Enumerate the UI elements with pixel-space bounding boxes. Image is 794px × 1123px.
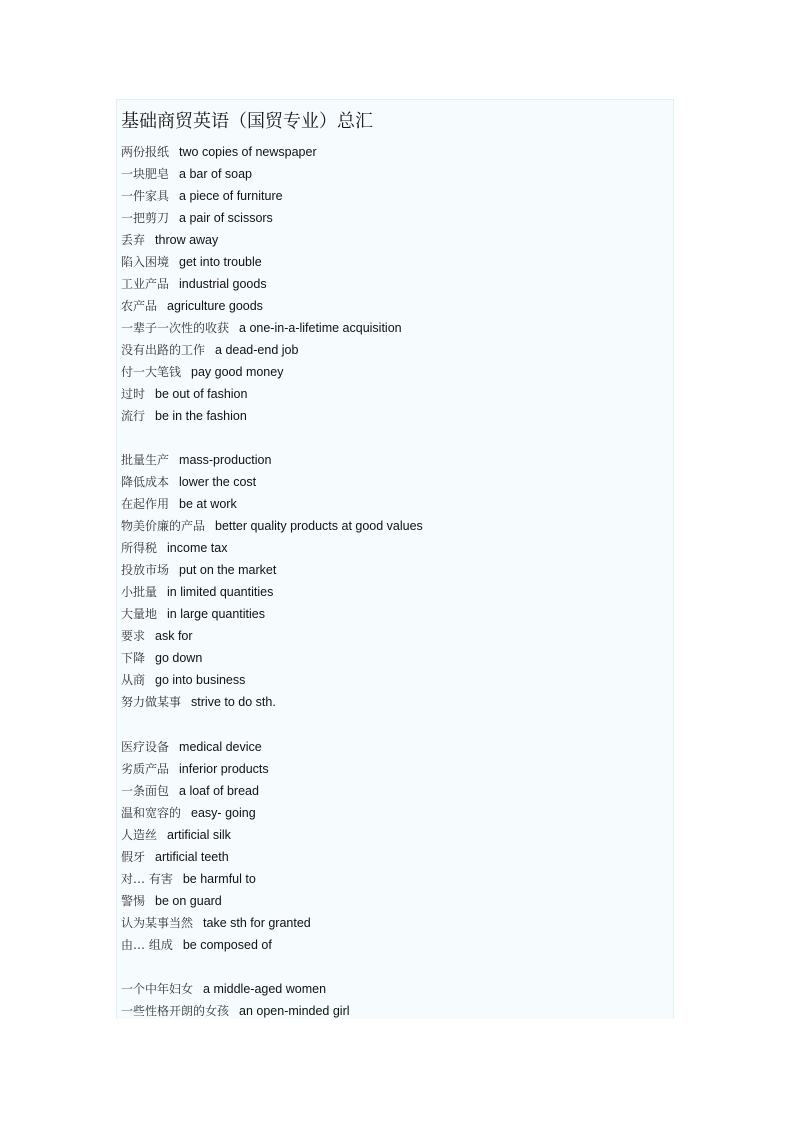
chinese-term: 医疗设备 — [121, 740, 170, 754]
english-term: in limited quantities — [167, 585, 274, 599]
english-term: better quality products at good values — [215, 519, 423, 533]
vocabulary-entry — [121, 736, 311, 758]
vocabulary-entry — [121, 912, 311, 934]
english-term: easy- going — [191, 806, 256, 820]
vocabulary-entry — [121, 251, 402, 273]
english-term: be harmful to — [182, 872, 256, 886]
vocabulary-entry — [121, 846, 311, 868]
chinese-term: 没有出路的工作 — [121, 343, 206, 357]
vocabulary-entry — [121, 890, 311, 912]
chinese-term: 认为某事当然 — [121, 916, 194, 930]
chinese-term: 温和宽容的 — [121, 806, 182, 820]
chinese-term: 人造丝 — [121, 828, 158, 842]
chinese-term: 大量地 — [121, 607, 158, 621]
english-term: inferior products — [179, 762, 269, 776]
english-term: pay good money — [191, 365, 284, 379]
chinese-term: 一些性格开朗的女孩 — [121, 1004, 230, 1018]
vocabulary-entry — [121, 978, 350, 1000]
vocabulary-entry — [121, 559, 423, 581]
vocabulary-entry — [121, 537, 423, 559]
vocabulary-entry — [121, 471, 423, 493]
chinese-term: 一把剪刀 — [121, 211, 170, 225]
vocabulary-entry — [121, 405, 402, 427]
english-term: ask for — [155, 629, 193, 643]
vocabulary-entry — [121, 669, 423, 691]
vocabulary-entry — [121, 515, 423, 537]
vocabulary-entry — [121, 824, 311, 846]
vocabulary-entry — [121, 295, 402, 317]
english-term: agriculture goods — [167, 299, 263, 313]
english-term: a dead-end job — [215, 343, 299, 357]
chinese-term: 一件家具 — [121, 189, 170, 203]
vocabulary-entry — [121, 647, 423, 669]
chinese-term: 流行 — [121, 409, 146, 423]
vocabulary-entry — [121, 207, 402, 229]
vocabulary-entry — [121, 934, 311, 956]
chinese-term: 降低成本 — [121, 475, 170, 489]
chinese-term: 投放市场 — [121, 563, 170, 577]
english-term: a bar of soap — [179, 167, 252, 181]
vocabulary-entry — [121, 229, 402, 251]
vocabulary-entry — [121, 802, 311, 824]
chinese-term: 一辈子一次性的收获 — [121, 321, 230, 335]
english-term: be out of fashion — [155, 387, 248, 401]
english-term: a pair of scissors — [179, 211, 273, 225]
chinese-term: 过时 — [121, 387, 146, 401]
chinese-term: 劣质产品 — [121, 762, 170, 776]
vocabulary-entry — [121, 273, 402, 295]
english-term: be composed of — [182, 938, 272, 952]
english-term: put on the market — [179, 563, 277, 577]
chinese-term: 所得税 — [121, 541, 158, 555]
chinese-term: 陷入困境 — [121, 255, 170, 269]
vocabulary-group-1 — [121, 141, 402, 427]
vocabulary-group-3 — [121, 736, 311, 956]
chinese-term: 对… 有害 — [121, 872, 173, 886]
chinese-term: 物美价廉的产品 — [121, 519, 206, 533]
chinese-term: 付一大笔钱 — [121, 365, 182, 379]
english-term: be at work — [179, 497, 237, 511]
vocabulary-entry — [121, 780, 311, 802]
vocabulary-group-2 — [121, 449, 423, 713]
vocabulary-entry — [121, 317, 402, 339]
vocabulary-entry — [121, 141, 402, 163]
english-term: industrial goods — [179, 277, 267, 291]
english-term: be on guard — [155, 894, 222, 908]
vocabulary-entry — [121, 603, 423, 625]
chinese-term: 批量生产 — [121, 453, 170, 467]
vocabulary-entry — [121, 339, 402, 361]
english-term: income tax — [167, 541, 228, 555]
english-term: a piece of furniture — [179, 189, 283, 203]
document-panel — [116, 99, 674, 1019]
english-term: mass-production — [179, 453, 272, 467]
english-term: throw away — [155, 233, 219, 247]
vocabulary-entry — [121, 449, 423, 471]
chinese-term: 一块肥皂 — [121, 167, 170, 181]
chinese-term: 工业产品 — [121, 277, 170, 291]
chinese-term: 假牙 — [121, 850, 146, 864]
english-term: get into trouble — [179, 255, 262, 269]
chinese-term: 在起作用 — [121, 497, 170, 511]
english-term: in large quantities — [167, 607, 266, 621]
chinese-term: 下降 — [121, 651, 146, 665]
english-term: artificial teeth — [155, 850, 229, 864]
english-term: a middle-aged women — [203, 982, 327, 996]
vocabulary-entry — [121, 581, 423, 603]
chinese-term: 一个中年妇女 — [121, 982, 194, 996]
vocabulary-entry — [121, 383, 402, 405]
vocabulary-entry — [121, 185, 402, 207]
english-term: two copies of newspaper — [179, 145, 317, 159]
english-term: a loaf of bread — [179, 784, 259, 798]
english-term: go down — [155, 651, 203, 665]
vocabulary-entry — [121, 1000, 350, 1019]
english-term: medical device — [179, 740, 262, 754]
vocabulary-group-4 — [121, 978, 350, 1019]
english-term: an open-minded girl — [239, 1004, 350, 1018]
english-term: strive to do sth. — [191, 695, 276, 709]
chinese-term: 要求 — [121, 629, 146, 643]
english-term: take sth for granted — [203, 916, 311, 930]
english-term: artificial silk — [167, 828, 231, 842]
english-term: go into business — [155, 673, 246, 687]
vocabulary-entry — [121, 625, 423, 647]
vocabulary-entry — [121, 868, 311, 890]
document-title: 基础商贸英语（国贸专业）总汇 — [121, 111, 373, 132]
english-term: be in the fashion — [155, 409, 247, 423]
chinese-term: 从商 — [121, 673, 146, 687]
chinese-term: 丢弃 — [121, 233, 146, 247]
chinese-term: 农产品 — [121, 299, 158, 313]
vocabulary-entry — [121, 493, 423, 515]
chinese-term: 由… 组成 — [121, 938, 173, 952]
vocabulary-entry — [121, 361, 402, 383]
vocabulary-entry — [121, 163, 402, 185]
english-term: lower the cost — [179, 475, 257, 489]
chinese-term: 努力做某事 — [121, 695, 182, 709]
chinese-term: 一条面包 — [121, 784, 170, 798]
vocabulary-entry — [121, 758, 311, 780]
chinese-term: 警惕 — [121, 894, 146, 908]
chinese-term: 小批量 — [121, 585, 158, 599]
vocabulary-entry — [121, 691, 423, 713]
english-term: a one-in-a-lifetime acquisition — [239, 321, 402, 335]
chinese-term: 两份报纸 — [121, 145, 170, 159]
